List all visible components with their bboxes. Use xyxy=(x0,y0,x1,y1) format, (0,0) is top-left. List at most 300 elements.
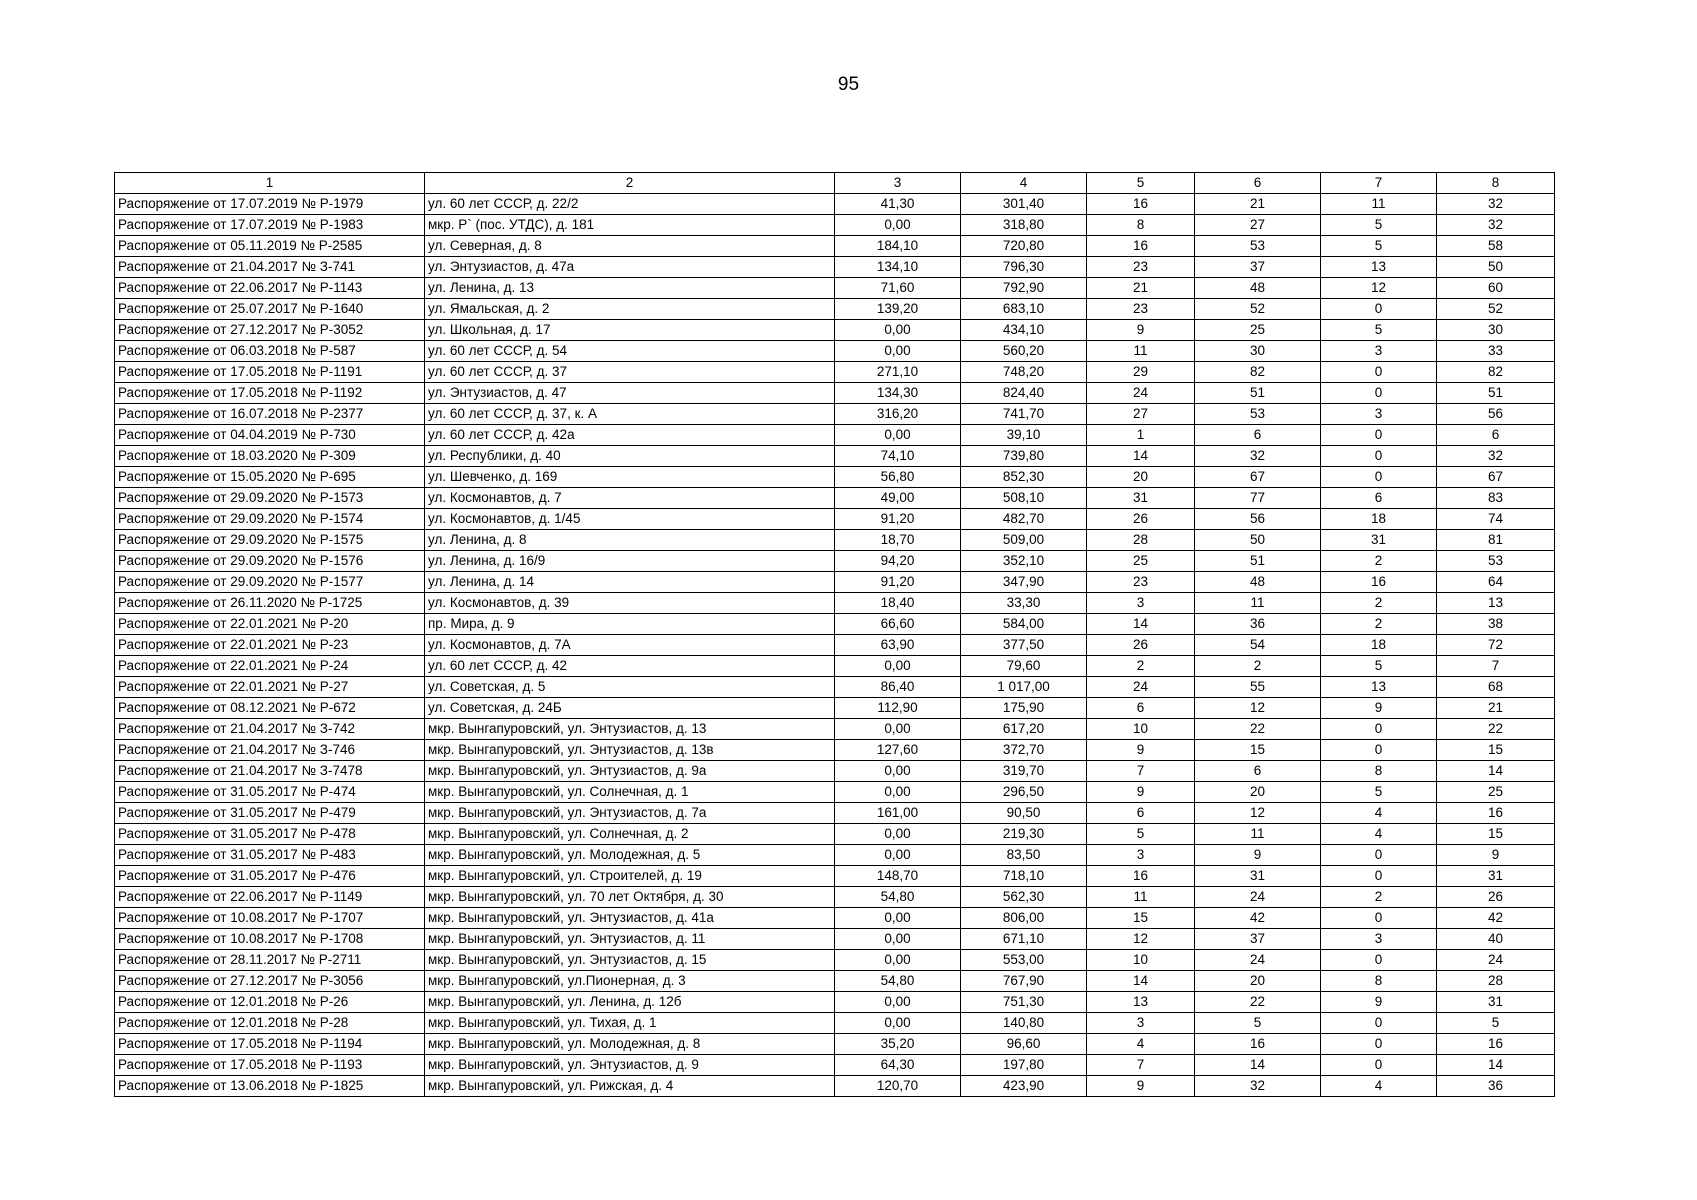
document-cell: Распоряжение от 17.05.2018 № Р-1193 xyxy=(115,1055,425,1076)
table-row xyxy=(115,404,1555,425)
value-col3-cell: 134,10 xyxy=(835,257,961,278)
value-col5-cell: 3 xyxy=(1087,1013,1195,1034)
header-cell-3: 3 xyxy=(835,173,961,194)
value-col8-cell: 58 xyxy=(1437,236,1555,257)
value-col8-cell: 50 xyxy=(1437,257,1555,278)
value-col5-cell: 5 xyxy=(1087,824,1195,845)
value-col6-cell: 42 xyxy=(1195,908,1321,929)
value-col3-cell: 35,20 xyxy=(835,1034,961,1055)
document-cell: Распоряжение от 22.01.2021 № Р-24 xyxy=(115,656,425,677)
value-col6-cell: 25 xyxy=(1195,320,1321,341)
address-cell: ул. Республики, д. 40 xyxy=(425,446,835,467)
value-col8-cell: 56 xyxy=(1437,404,1555,425)
value-col4-cell: 175,90 xyxy=(961,698,1087,719)
value-col7-cell: 0 xyxy=(1321,740,1437,761)
value-col7-cell: 5 xyxy=(1321,236,1437,257)
value-col8-cell: 51 xyxy=(1437,383,1555,404)
document-cell: Распоряжение от 25.07.2017 № Р-1640 xyxy=(115,299,425,320)
value-col4-cell: 739,80 xyxy=(961,446,1087,467)
value-col5-cell: 27 xyxy=(1087,404,1195,425)
document-cell: Распоряжение от 22.06.2017 № Р-1143 xyxy=(115,278,425,299)
value-col3-cell: 0,00 xyxy=(835,656,961,677)
value-col7-cell: 9 xyxy=(1321,992,1437,1013)
value-col7-cell: 0 xyxy=(1321,383,1437,404)
value-col8-cell: 13 xyxy=(1437,593,1555,614)
table-row xyxy=(115,908,1555,929)
value-col3-cell: 0,00 xyxy=(835,341,961,362)
value-col6-cell: 53 xyxy=(1195,404,1321,425)
header-cell-7: 7 xyxy=(1321,173,1437,194)
value-col4-cell: 219,30 xyxy=(961,824,1087,845)
address-cell: мкр. Вынгапуровский, ул. Энтузиастов, д. 15 xyxy=(425,950,835,971)
table-row xyxy=(115,593,1555,614)
value-col8-cell: 42 xyxy=(1437,908,1555,929)
value-col8-cell: 32 xyxy=(1437,215,1555,236)
value-col3-cell: 54,80 xyxy=(835,887,961,908)
value-col8-cell: 24 xyxy=(1437,950,1555,971)
address-cell: мкр. Р` (пос. УТДС), д. 181 xyxy=(425,215,835,236)
value-col6-cell: 6 xyxy=(1195,425,1321,446)
table-row xyxy=(115,1013,1555,1034)
address-cell: ул. Ленина, д. 14 xyxy=(425,572,835,593)
value-col8-cell: 81 xyxy=(1437,530,1555,551)
table-row xyxy=(115,215,1555,236)
value-col3-cell: 91,20 xyxy=(835,572,961,593)
value-col5-cell: 25 xyxy=(1087,551,1195,572)
value-col3-cell: 0,00 xyxy=(835,992,961,1013)
table-row xyxy=(115,572,1555,593)
value-col6-cell: 77 xyxy=(1195,488,1321,509)
value-col4-cell: 301,40 xyxy=(961,194,1087,215)
document-cell: Распоряжение от 21.04.2017 № З-7478 xyxy=(115,761,425,782)
value-col3-cell: 184,10 xyxy=(835,236,961,257)
address-cell: ул. Космонавтов, д. 39 xyxy=(425,593,835,614)
value-col3-cell: 0,00 xyxy=(835,320,961,341)
table-header-row xyxy=(115,173,1555,194)
document-cell: Распоряжение от 16.07.2018 № Р-2377 xyxy=(115,404,425,425)
value-col5-cell: 16 xyxy=(1087,194,1195,215)
document-cell: Распоряжение от 15.05.2020 № Р-695 xyxy=(115,467,425,488)
table-row xyxy=(115,719,1555,740)
value-col4-cell: 748,20 xyxy=(961,362,1087,383)
value-col3-cell: 56,80 xyxy=(835,467,961,488)
value-col7-cell: 0 xyxy=(1321,362,1437,383)
value-col5-cell: 2 xyxy=(1087,656,1195,677)
value-col8-cell: 14 xyxy=(1437,761,1555,782)
value-col4-cell: 671,10 xyxy=(961,929,1087,950)
value-col7-cell: 0 xyxy=(1321,1013,1437,1034)
document-cell: Распоряжение от 28.11.2017 № Р-2711 xyxy=(115,950,425,971)
address-cell: мкр. Вынгапуровский, ул. Тихая, д. 1 xyxy=(425,1013,835,1034)
value-col7-cell: 0 xyxy=(1321,425,1437,446)
document-cell: Распоряжение от 31.05.2017 № Р-483 xyxy=(115,845,425,866)
value-col3-cell: 66,60 xyxy=(835,614,961,635)
value-col7-cell: 12 xyxy=(1321,278,1437,299)
document-cell: Распоряжение от 10.08.2017 № Р-1708 xyxy=(115,929,425,950)
address-cell: мкр. Вынгапуровский, ул. 70 лет Октября, д. 30 xyxy=(425,887,835,908)
document-cell: Распоряжение от 31.05.2017 № Р-476 xyxy=(115,866,425,887)
value-col8-cell: 15 xyxy=(1437,824,1555,845)
value-col3-cell: 161,00 xyxy=(835,803,961,824)
value-col3-cell: 148,70 xyxy=(835,866,961,887)
address-cell: ул. Северная, д. 8 xyxy=(425,236,835,257)
value-col6-cell: 5 xyxy=(1195,1013,1321,1034)
value-col6-cell: 48 xyxy=(1195,278,1321,299)
value-col3-cell: 0,00 xyxy=(835,950,961,971)
value-col3-cell: 0,00 xyxy=(835,1013,961,1034)
document-cell: Распоряжение от 04.04.2019 № Р-730 xyxy=(115,425,425,446)
document-cell: Распоряжение от 05.11.2019 № Р-2585 xyxy=(115,236,425,257)
value-col8-cell: 82 xyxy=(1437,362,1555,383)
page-number: 95 xyxy=(837,74,860,95)
table-row xyxy=(115,530,1555,551)
value-col8-cell: 32 xyxy=(1437,446,1555,467)
value-col4-cell: 718,10 xyxy=(961,866,1087,887)
value-col5-cell: 23 xyxy=(1087,572,1195,593)
value-col6-cell: 36 xyxy=(1195,614,1321,635)
address-cell: ул. 60 лет СССР, д. 54 xyxy=(425,341,835,362)
value-col3-cell: 86,40 xyxy=(835,677,961,698)
value-col6-cell: 12 xyxy=(1195,698,1321,719)
document-cell: Распоряжение от 17.05.2018 № Р-1192 xyxy=(115,383,425,404)
value-col3-cell: 0,00 xyxy=(835,719,961,740)
value-col7-cell: 3 xyxy=(1321,341,1437,362)
address-cell: мкр. Вынгапуровский, ул. Энтузиастов, д. 9а xyxy=(425,761,835,782)
value-col4-cell: 482,70 xyxy=(961,509,1087,530)
table-row xyxy=(115,761,1555,782)
value-col8-cell: 26 xyxy=(1437,887,1555,908)
value-col6-cell: 9 xyxy=(1195,845,1321,866)
document-cell: Распоряжение от 27.12.2017 № Р-3052 xyxy=(115,320,425,341)
value-col5-cell: 20 xyxy=(1087,467,1195,488)
value-col4-cell: 741,70 xyxy=(961,404,1087,425)
value-col4-cell: 197,80 xyxy=(961,1055,1087,1076)
value-col3-cell: 120,70 xyxy=(835,1076,961,1097)
address-cell: мкр. Вынгапуровский, ул. Энтузиастов, д. 13в xyxy=(425,740,835,761)
value-col6-cell: 21 xyxy=(1195,194,1321,215)
value-col5-cell: 26 xyxy=(1087,509,1195,530)
value-col5-cell: 26 xyxy=(1087,635,1195,656)
document-cell: Распоряжение от 29.09.2020 № Р-1576 xyxy=(115,551,425,572)
value-col6-cell: 31 xyxy=(1195,866,1321,887)
address-cell: мкр. Вынгапуровский, ул.Пионерная, д. 3 xyxy=(425,971,835,992)
header-cell-4: 4 xyxy=(961,173,1087,194)
value-col5-cell: 7 xyxy=(1087,1055,1195,1076)
table-row xyxy=(115,320,1555,341)
table-row xyxy=(115,740,1555,761)
value-col3-cell: 54,80 xyxy=(835,971,961,992)
document-cell: Распоряжение от 29.09.2020 № Р-1573 xyxy=(115,488,425,509)
value-col5-cell: 23 xyxy=(1087,257,1195,278)
value-col3-cell: 0,00 xyxy=(835,845,961,866)
value-col7-cell: 18 xyxy=(1321,509,1437,530)
address-cell: мкр. Вынгапуровский, ул. Молодежная, д. 8 xyxy=(425,1034,835,1055)
value-col3-cell: 0,00 xyxy=(835,929,961,950)
value-col7-cell: 2 xyxy=(1321,887,1437,908)
value-col7-cell: 0 xyxy=(1321,950,1437,971)
address-cell: мкр. Вынгапуровский, ул. Энтузиастов, д. 11 xyxy=(425,929,835,950)
value-col8-cell: 60 xyxy=(1437,278,1555,299)
value-col7-cell: 3 xyxy=(1321,404,1437,425)
address-cell: ул. 60 лет СССР, д. 22/2 xyxy=(425,194,835,215)
value-col3-cell: 0,00 xyxy=(835,908,961,929)
value-col3-cell: 41,30 xyxy=(835,194,961,215)
value-col8-cell: 38 xyxy=(1437,614,1555,635)
value-col3-cell: 127,60 xyxy=(835,740,961,761)
table-row xyxy=(115,698,1555,719)
table-row xyxy=(115,1076,1555,1097)
address-cell: ул. Космонавтов, д. 1/45 xyxy=(425,509,835,530)
value-col7-cell: 0 xyxy=(1321,467,1437,488)
value-col6-cell: 14 xyxy=(1195,1055,1321,1076)
value-col6-cell: 51 xyxy=(1195,551,1321,572)
value-col3-cell: 49,00 xyxy=(835,488,961,509)
value-col5-cell: 9 xyxy=(1087,1076,1195,1097)
value-col4-cell: 553,00 xyxy=(961,950,1087,971)
value-col8-cell: 30 xyxy=(1437,320,1555,341)
document-cell: Распоряжение от 22.01.2021 № Р-20 xyxy=(115,614,425,635)
document-cell: Распоряжение от 10.08.2017 № Р-1707 xyxy=(115,908,425,929)
value-col7-cell: 0 xyxy=(1321,719,1437,740)
table-body xyxy=(115,173,1555,1097)
value-col5-cell: 24 xyxy=(1087,677,1195,698)
value-col7-cell: 11 xyxy=(1321,194,1437,215)
value-col5-cell: 11 xyxy=(1087,341,1195,362)
document-cell: Распоряжение от 22.01.2021 № Р-23 xyxy=(115,635,425,656)
value-col5-cell: 10 xyxy=(1087,950,1195,971)
value-col6-cell: 22 xyxy=(1195,719,1321,740)
address-cell: мкр. Вынгапуровский, ул. Строителей, д. 19 xyxy=(425,866,835,887)
address-cell: ул. Космонавтов, д. 7 xyxy=(425,488,835,509)
value-col5-cell: 14 xyxy=(1087,446,1195,467)
table-row xyxy=(115,467,1555,488)
value-col5-cell: 21 xyxy=(1087,278,1195,299)
address-cell: ул. Ленина, д. 13 xyxy=(425,278,835,299)
value-col4-cell: 423,90 xyxy=(961,1076,1087,1097)
value-col8-cell: 7 xyxy=(1437,656,1555,677)
value-col8-cell: 74 xyxy=(1437,509,1555,530)
value-col7-cell: 2 xyxy=(1321,551,1437,572)
value-col7-cell: 0 xyxy=(1321,1034,1437,1055)
header-cell-8: 8 xyxy=(1437,173,1555,194)
address-cell: ул. Советская, д. 5 xyxy=(425,677,835,698)
table-row xyxy=(115,824,1555,845)
table-row xyxy=(115,656,1555,677)
value-col8-cell: 9 xyxy=(1437,845,1555,866)
value-col8-cell: 25 xyxy=(1437,782,1555,803)
value-col5-cell: 9 xyxy=(1087,740,1195,761)
table-row xyxy=(115,341,1555,362)
value-col7-cell: 5 xyxy=(1321,320,1437,341)
document-cell: Распоряжение от 17.07.2019 № Р-1983 xyxy=(115,215,425,236)
value-col6-cell: 37 xyxy=(1195,257,1321,278)
value-col7-cell: 5 xyxy=(1321,215,1437,236)
value-col7-cell: 8 xyxy=(1321,971,1437,992)
value-col8-cell: 21 xyxy=(1437,698,1555,719)
document-cell: Распоряжение от 17.07.2019 № Р-1979 xyxy=(115,194,425,215)
value-col8-cell: 40 xyxy=(1437,929,1555,950)
document-cell: Распоряжение от 29.09.2020 № Р-1577 xyxy=(115,572,425,593)
value-col5-cell: 6 xyxy=(1087,803,1195,824)
table-row xyxy=(115,509,1555,530)
value-col8-cell: 28 xyxy=(1437,971,1555,992)
value-col7-cell: 0 xyxy=(1321,845,1437,866)
value-col5-cell: 14 xyxy=(1087,614,1195,635)
document-cell: Распоряжение от 17.05.2018 № Р-1194 xyxy=(115,1034,425,1055)
table-row xyxy=(115,299,1555,320)
value-col7-cell: 18 xyxy=(1321,635,1437,656)
header-cell-2: 2 xyxy=(425,173,835,194)
document-cell: Распоряжение от 26.11.2020 № Р-1725 xyxy=(115,593,425,614)
header-cell-5: 5 xyxy=(1087,173,1195,194)
value-col4-cell: 509,00 xyxy=(961,530,1087,551)
value-col7-cell: 5 xyxy=(1321,782,1437,803)
value-col6-cell: 2 xyxy=(1195,656,1321,677)
value-col3-cell: 64,30 xyxy=(835,1055,961,1076)
value-col7-cell: 13 xyxy=(1321,677,1437,698)
value-col4-cell: 140,80 xyxy=(961,1013,1087,1034)
document-cell: Распоряжение от 21.04.2017 № З-746 xyxy=(115,740,425,761)
value-col4-cell: 296,50 xyxy=(961,782,1087,803)
value-col5-cell: 12 xyxy=(1087,929,1195,950)
value-col8-cell: 52 xyxy=(1437,299,1555,320)
value-col6-cell: 30 xyxy=(1195,341,1321,362)
value-col5-cell: 24 xyxy=(1087,383,1195,404)
value-col8-cell: 33 xyxy=(1437,341,1555,362)
value-col7-cell: 4 xyxy=(1321,1076,1437,1097)
value-col4-cell: 347,90 xyxy=(961,572,1087,593)
value-col4-cell: 617,20 xyxy=(961,719,1087,740)
document-cell: Распоряжение от 22.01.2021 № Р-27 xyxy=(115,677,425,698)
value-col5-cell: 6 xyxy=(1087,698,1195,719)
value-col4-cell: 560,20 xyxy=(961,341,1087,362)
value-col3-cell: 139,20 xyxy=(835,299,961,320)
address-cell: мкр. Вынгапуровский, ул. Энтузиастов, д. 9 xyxy=(425,1055,835,1076)
value-col7-cell: 4 xyxy=(1321,824,1437,845)
table-row xyxy=(115,194,1555,215)
table-row xyxy=(115,866,1555,887)
address-cell: мкр. Вынгапуровский, ул. Энтузиастов, д. 41а xyxy=(425,908,835,929)
value-col4-cell: 751,30 xyxy=(961,992,1087,1013)
value-col5-cell: 10 xyxy=(1087,719,1195,740)
value-col6-cell: 52 xyxy=(1195,299,1321,320)
header-cell-1: 1 xyxy=(115,173,425,194)
table-row xyxy=(115,1055,1555,1076)
data-table xyxy=(114,172,1555,1097)
document-cell: Распоряжение от 06.03.2018 № Р-587 xyxy=(115,341,425,362)
value-col7-cell: 6 xyxy=(1321,488,1437,509)
document-cell: Распоряжение от 29.09.2020 № Р-1575 xyxy=(115,530,425,551)
value-col8-cell: 68 xyxy=(1437,677,1555,698)
address-cell: ул. Ленина, д. 8 xyxy=(425,530,835,551)
value-col6-cell: 20 xyxy=(1195,782,1321,803)
table-row xyxy=(115,383,1555,404)
document-cell: Распоряжение от 29.09.2020 № Р-1574 xyxy=(115,509,425,530)
value-col3-cell: 0,00 xyxy=(835,824,961,845)
value-col7-cell: 2 xyxy=(1321,593,1437,614)
value-col4-cell: 39,10 xyxy=(961,425,1087,446)
value-col8-cell: 67 xyxy=(1437,467,1555,488)
value-col8-cell: 5 xyxy=(1437,1013,1555,1034)
value-col5-cell: 29 xyxy=(1087,362,1195,383)
value-col5-cell: 9 xyxy=(1087,320,1195,341)
address-cell: мкр. Вынгапуровский, ул. Солнечная, д. 1 xyxy=(425,782,835,803)
address-cell: мкр. Вынгапуровский, ул. Энтузиастов, д. 7а xyxy=(425,803,835,824)
value-col3-cell: 63,90 xyxy=(835,635,961,656)
value-col8-cell: 6 xyxy=(1437,425,1555,446)
value-col8-cell: 22 xyxy=(1437,719,1555,740)
value-col4-cell: 377,50 xyxy=(961,635,1087,656)
value-col4-cell: 372,70 xyxy=(961,740,1087,761)
value-col5-cell: 28 xyxy=(1087,530,1195,551)
value-col6-cell: 16 xyxy=(1195,1034,1321,1055)
document-cell: Распоряжение от 12.01.2018 № Р-26 xyxy=(115,992,425,1013)
value-col6-cell: 15 xyxy=(1195,740,1321,761)
value-col5-cell: 7 xyxy=(1087,761,1195,782)
value-col4-cell: 319,70 xyxy=(961,761,1087,782)
value-col4-cell: 767,90 xyxy=(961,971,1087,992)
value-col6-cell: 12 xyxy=(1195,803,1321,824)
address-cell: мкр. Вынгапуровский, ул. Энтузиастов, д. 13 xyxy=(425,719,835,740)
value-col5-cell: 1 xyxy=(1087,425,1195,446)
value-col7-cell: 3 xyxy=(1321,929,1437,950)
address-cell: ул. 60 лет СССР, д. 42 xyxy=(425,656,835,677)
value-col4-cell: 683,10 xyxy=(961,299,1087,320)
value-col5-cell: 3 xyxy=(1087,593,1195,614)
value-col6-cell: 51 xyxy=(1195,383,1321,404)
value-col7-cell: 0 xyxy=(1321,866,1437,887)
value-col3-cell: 134,30 xyxy=(835,383,961,404)
value-col8-cell: 15 xyxy=(1437,740,1555,761)
value-col6-cell: 24 xyxy=(1195,950,1321,971)
value-col3-cell: 18,70 xyxy=(835,530,961,551)
value-col7-cell: 0 xyxy=(1321,299,1437,320)
value-col3-cell: 74,10 xyxy=(835,446,961,467)
value-col3-cell: 0,00 xyxy=(835,782,961,803)
value-col4-cell: 562,30 xyxy=(961,887,1087,908)
value-col6-cell: 27 xyxy=(1195,215,1321,236)
value-col4-cell: 824,40 xyxy=(961,383,1087,404)
value-col6-cell: 22 xyxy=(1195,992,1321,1013)
table-row xyxy=(115,551,1555,572)
address-cell: ул. Ямальская, д. 2 xyxy=(425,299,835,320)
table-row xyxy=(115,803,1555,824)
value-col6-cell: 32 xyxy=(1195,1076,1321,1097)
value-col4-cell: 508,10 xyxy=(961,488,1087,509)
value-col6-cell: 54 xyxy=(1195,635,1321,656)
value-col6-cell: 11 xyxy=(1195,824,1321,845)
table-row xyxy=(115,362,1555,383)
table-row xyxy=(115,446,1555,467)
value-col8-cell: 31 xyxy=(1437,992,1555,1013)
address-cell: ул. Космонавтов, д. 7А xyxy=(425,635,835,656)
table-row xyxy=(115,425,1555,446)
value-col8-cell: 53 xyxy=(1437,551,1555,572)
table-row xyxy=(115,950,1555,971)
value-col3-cell: 94,20 xyxy=(835,551,961,572)
value-col3-cell: 91,20 xyxy=(835,509,961,530)
document-cell: Распоряжение от 12.01.2018 № Р-28 xyxy=(115,1013,425,1034)
address-cell: ул. Энтузиастов, д. 47а xyxy=(425,257,835,278)
value-col3-cell: 271,10 xyxy=(835,362,961,383)
table-row xyxy=(115,971,1555,992)
address-cell: ул. Энтузиастов, д. 47 xyxy=(425,383,835,404)
value-col3-cell: 112,90 xyxy=(835,698,961,719)
document-cell: Распоряжение от 22.06.2017 № Р-1149 xyxy=(115,887,425,908)
address-cell: ул. Советская, д. 24Б xyxy=(425,698,835,719)
value-col6-cell: 24 xyxy=(1195,887,1321,908)
value-col8-cell: 64 xyxy=(1437,572,1555,593)
